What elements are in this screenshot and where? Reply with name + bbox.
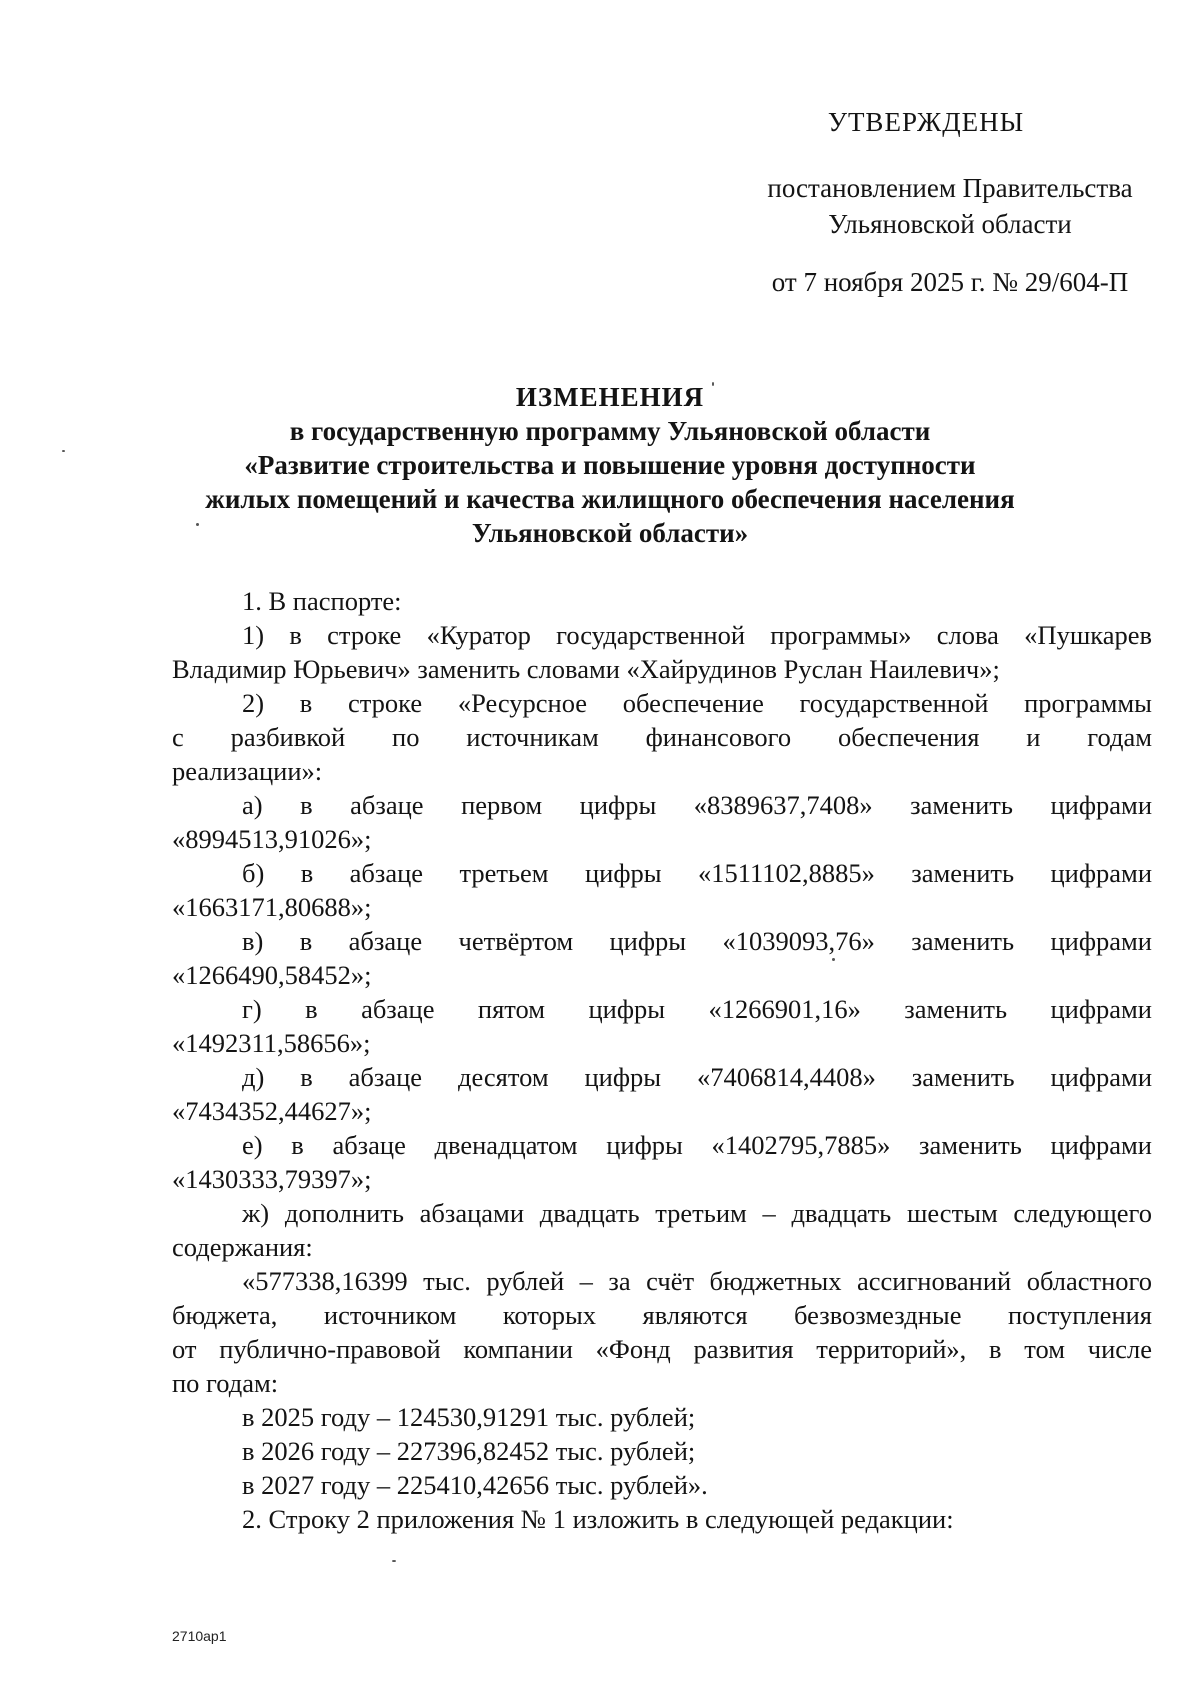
paragraph-line: 2) в строке «Ресурсное обеспечение государственной программы bbox=[242, 688, 1152, 718]
approval-authority-line1: постановлением Правительства bbox=[767, 173, 1133, 203]
clause-d bbox=[172, 1060, 1152, 1094]
clause-g-value: «1492311,58656»; bbox=[172, 1028, 371, 1058]
scan-artifact bbox=[196, 523, 199, 526]
paragraph-line: «577338,16399 тыс. рублей – за счёт бюджетных ассигнований областного bbox=[242, 1266, 1152, 1296]
item-2-heading: 2. Строку 2 приложения № 1 изложить в следующей редакции: bbox=[242, 1504, 954, 1534]
clause-b bbox=[172, 856, 1152, 890]
clause-e-value: «1430333,79397»; bbox=[172, 1164, 372, 1194]
paragraph-line: ж) дополнить абзацами двадцать третьим – двадцать шестым следующего bbox=[242, 1198, 1152, 1228]
item-1-sub-2 bbox=[172, 686, 1152, 720]
paragraph-line: г) в абзаце пятом цифры «1266901,16» заменить цифрами bbox=[242, 994, 1152, 1024]
quote-line-4: по годам: bbox=[172, 1368, 279, 1398]
clause-v-value: «1266490,58452»; bbox=[172, 960, 372, 990]
quote-line-3 bbox=[172, 1332, 1152, 1366]
year-2027: в 2027 году – 225410,42656 тыс. рублей». bbox=[242, 1470, 708, 1500]
paragraph-line: в) в абзаце четвёртом цифры «1039093,76» заменить цифрами bbox=[242, 926, 1152, 956]
document-subtitle bbox=[170, 414, 1050, 550]
clause-b-value: «1663171,80688»; bbox=[172, 892, 372, 922]
paragraph-line: с разбивкой по источникам финансового обеспечения и годам bbox=[172, 722, 1152, 752]
subtitle-line4: Ульяновской области» bbox=[471, 518, 749, 548]
year-2025: в 2025 году – 124530,91291 тыс. рублей; bbox=[242, 1402, 696, 1432]
approval-authority-line2: Ульяновской области bbox=[828, 209, 1072, 239]
clause-g bbox=[172, 992, 1152, 1026]
document-body bbox=[172, 584, 1152, 1536]
paragraph-line: е) в абзаце двенадцатом цифры «1402795,7885» заменить цифрами bbox=[242, 1130, 1152, 1160]
paragraph-line: от публично-правовой компании «Фонд развития территорий», в том числе bbox=[172, 1334, 1152, 1364]
paragraph-line: а) в абзаце первом цифры «8389637,7408» заменить цифрами bbox=[242, 790, 1152, 820]
clause-a-value: «8994513,91026»; bbox=[172, 824, 372, 854]
paragraph-line: бюджета, источником которых являются безвозмездные поступления bbox=[172, 1300, 1152, 1330]
clause-zh-cont: содержания: bbox=[172, 1232, 313, 1262]
document-code-stamp: 2710ap1 bbox=[172, 1628, 227, 1644]
quote-line-1 bbox=[172, 1264, 1152, 1298]
approval-authority bbox=[760, 170, 1140, 242]
clause-d-value: «7434352,44627»; bbox=[172, 1096, 372, 1126]
scan-artifact bbox=[832, 958, 835, 961]
clause-e bbox=[172, 1128, 1152, 1162]
scan-artifact bbox=[392, 1560, 396, 1562]
quote-line-2 bbox=[172, 1298, 1152, 1332]
year-2026: в 2026 году – 227396,82452 тыс. рублей; bbox=[242, 1436, 696, 1466]
subtitle-line1: в государственную программу Ульяновской области bbox=[289, 416, 931, 446]
approval-date: от 7 ноября 2025 г. № 29/604-П bbox=[771, 267, 1129, 297]
clause-zh bbox=[172, 1196, 1152, 1230]
paragraph-line: б) в абзаце третьем цифры «1511102,8885» заменить цифрами bbox=[242, 858, 1152, 888]
approval-title: УТВЕРЖДЕНЫ bbox=[827, 107, 1025, 137]
scan-artifact bbox=[712, 382, 714, 386]
clause-v bbox=[172, 924, 1152, 958]
subtitle-line3: жилых помещений и качества жилищного обеспечения населения bbox=[205, 484, 1015, 514]
document-title: ИЗМЕНЕНИЯ bbox=[515, 382, 705, 412]
clause-a bbox=[172, 788, 1152, 822]
item-1-sub-2-end: реализации»: bbox=[172, 756, 323, 786]
item-1-sub-1 bbox=[172, 618, 1152, 652]
paragraph-line: д) в абзаце десятом цифры «7406814,4408» заменить цифрами bbox=[242, 1062, 1152, 1092]
item-1-heading: 1. В паспорте: bbox=[242, 586, 402, 616]
subtitle-line2: «Развитие строительства и повышение уровня доступности bbox=[244, 450, 976, 480]
scan-artifact bbox=[62, 450, 65, 452]
paragraph-line: 1) в строке «Куратор государственной программы» слова «Пушкарев bbox=[242, 620, 1152, 650]
item-1-sub-1-cont: Владимир Юрьевич» заменить словами «Хайрудинов Руслан Наилевич»; bbox=[172, 654, 1000, 684]
item-1-sub-2-cont bbox=[172, 720, 1152, 754]
